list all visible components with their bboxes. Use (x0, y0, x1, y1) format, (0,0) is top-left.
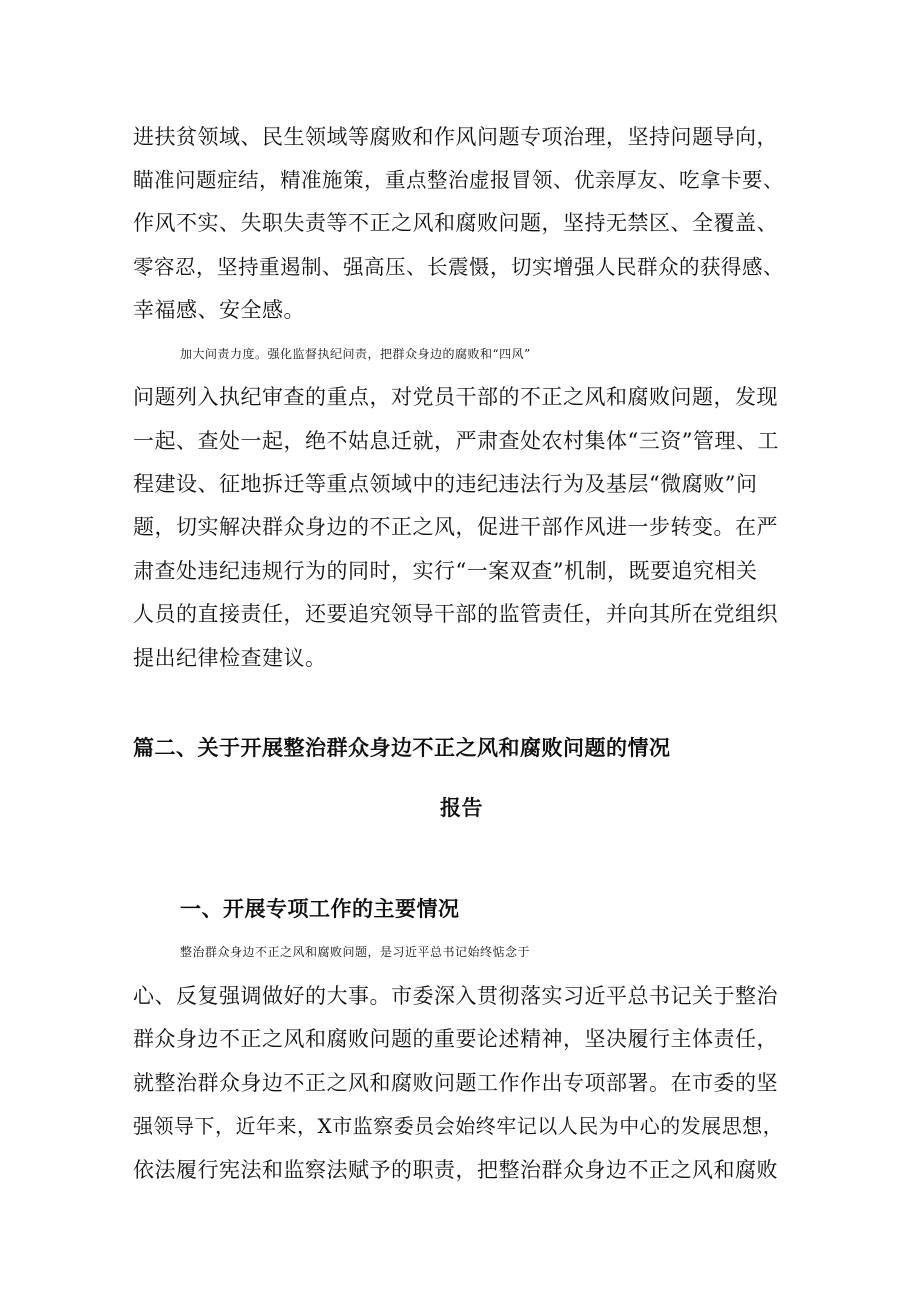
article-title: 篇二、关于开展整治群众身边不正之风和腐败问题的情况 (133, 736, 671, 760)
paragraph-line: 一起、查处一起，绝不姑息迁就，严肃查处农村集体“三资”管理、工 (133, 429, 779, 453)
paragraph-line: 加大问责力度。强化监督执纪问责，把群众身边的腐败和“四风” (180, 347, 531, 361)
paragraph-line: 心、反复强调做好的大事。市委深入贯彻落实习近平总书记关于整治 (133, 984, 778, 1008)
paragraph-line: 进扶贫领域、民生领域等腐败和作风问题专项治理，坚持问题导向， (133, 125, 778, 149)
paragraph-line: 提出纪律检查建议。 (133, 646, 327, 670)
paragraph-line: 整治群众身边不正之风和腐败问题，是习近平总书记始终惦念于 (180, 945, 531, 959)
paragraph-line: 题，切实解决群众身边的不正之风，促进干部作风进一步转变。在严 (133, 515, 778, 539)
article-title-continued: 报告 (440, 796, 483, 820)
paragraph-line: 幸福感、安全感。 (133, 298, 305, 322)
paragraph-line: 瞄准问题症结，精准施策，重点整治虚报冒领、优亲厚友、吃拿卡要、 (133, 168, 784, 192)
paragraph-line: 强领导下，近年来，X市监察委员会始终牢记以人民为中心的发展思想， (133, 1114, 784, 1138)
paragraph-line: 程建设、征地拆迁等重点领域中的违纪违法行为及基层“微腐败”问 (133, 472, 758, 496)
paragraph-line: 零容忍，坚持重遏制、强高压、长震慑，切实增强人民群众的获得感、 (133, 255, 784, 279)
paragraph-line: 群众身边不正之风和腐败问题的重要论述精神，坚决履行主体责任， (133, 1027, 778, 1051)
paragraph-line: 问题列入执纪审查的重点，对党员干部的不正之风和腐败问题，发现 (133, 385, 778, 409)
paragraph-line: 作风不实、失职失责等不正之风和腐败问题，坚持无禁区、全覆盖、 (133, 211, 778, 235)
paragraph-line: 肃查处违纪违规行为的同时，实行“一案双查”机制，既要追究相关 (133, 559, 758, 583)
paragraph-line: 依法履行宪法和监察法赋予的职责，把整治群众身边不正之风和腐败 (133, 1158, 778, 1182)
paragraph-line: 就整治群众身边不正之风和腐败问题工作作出专项部署。在市委的坚 (133, 1071, 778, 1095)
section-subheading: 一、开展专项工作的主要情况 (180, 897, 460, 921)
paragraph-line: 人员的直接责任，还要追究领导干部的监管责任，并向其所在党组织 (133, 602, 778, 626)
